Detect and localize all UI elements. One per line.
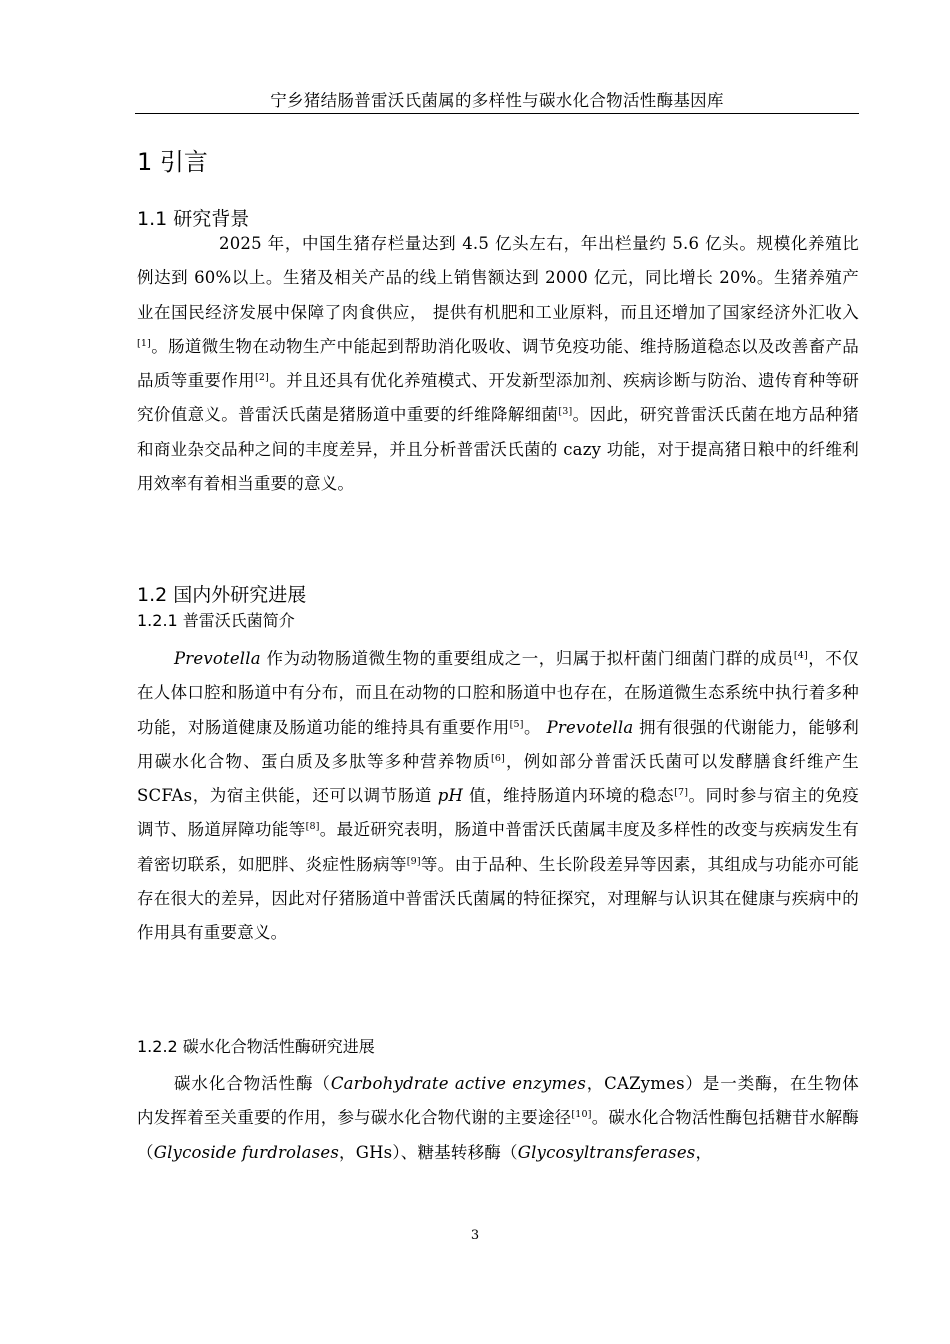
section-1-heading: 1 引言 [137,148,208,176]
section-1-1-heading: 1.1 研究背景 [137,208,250,230]
background-paragraph: 2025 年，中国生猪存栏量达到 4.5 亿头左右，年出栏量约 5.6 亿头。规模化养殖比例达到 60%以上。生猪及相关产品的线上销售额达到 2000 亿元，同比增长 20%。生猪养殖产业在国民经济发展中保障了肉食供应， 提供有机肥和工业原料，而且还增加了国家经济外汇收入[1]。肠道微生物在动物生产中能起到帮助消化吸收、调节免疫功能、维持肠道稳态以及改善畜产品品质等重要作用[2]。并且还具有优化养殖模式、开发新型添加剂、疾病诊断与防治、遗传育种等研究价值意义。普雷沃氏菌是猪肠道中重要的纤维降解细菌[3]。因此，研究普雷沃氏菌在地方品种猪和商业杂交品种之间的丰度差异，并且分析普雷沃氏菌的 cazy 功能，对于提高猪日粮中的纤维利用效率有着相当重要的意义。 [137,234,860,494]
citation: [7] [674,787,689,799]
citation: [10] [571,1109,592,1121]
citation: [3] [558,406,573,418]
section-1-2-heading: 1.2 国内外研究进展 [137,584,307,606]
citation: [9] [406,855,421,867]
cazymes-paragraph: 碳水化合物活性酶（Carbohydrate active enzymes，CAZymes）是一类酶，在生物体内发挥着至关重要的作用，参与碳水化合物代谢的主要途径[10]。碳水化合物活性酶包括糖苷水解酶（Glycoside furdrolases，GHs）、糖基转移酶（Glycosyltransferases， [137,1074,859,1162]
prevotella-paragraph: Prevotella 作为动物肠道微生物的重要组成之一，归属于拟杆菌门细菌门群的成员[4]，不仅在人体口腔和肠道中有分布，而且在动物的口腔和肠道中也存在，在肠道微生态系统中执行着多种功能，对肠道健康及肠道功能的维持具有重要作用[5]。 Prevotella 拥有很强的代谢能力，能够利用碳水化合物、蛋白质及多肽等多种营养物质[6]，例如部分普雷沃氏菌可以发酵膳食纤维产生 SCFAs，为宿主供能，还可以调节肠道 pH 值，维持肠道内环境的稳态[7]。同时参与宿主的免疫调节、肠道屏障功能等[8]。最近研究表明，肠道中普雷沃氏菌属丰度及多样性的改变与疾病发生有着密切联系，如肥胖、炎症性肠病等[9]等。由于品种、生长阶段差异等因素，其组成与功能亦可能存在很大的差异，因此对仔猪肠道中普雷沃氏菌属的特征探究，对理解与认识其在健康与疾病中的作用具有重要意义。 [137,649,860,943]
section-1-2-1-heading: 1.2.1 普雷沃氏菌简介 [137,611,295,630]
citation: [1] [137,337,152,349]
citation: [6] [490,752,506,764]
page-number: 3 [470,1228,480,1243]
running-header: 宁乡猪结肠普雷沃氏菌属的多样性与碳水化合物活性酶基因库 [135,90,859,114]
section-1-2-2-heading: 1.2.2 碳水化合物活性酶研究进展 [137,1037,375,1056]
citation: [8] [305,821,320,833]
citation: [5] [509,718,524,730]
citation: [2] [255,372,270,384]
citation: [4] [793,650,808,661]
